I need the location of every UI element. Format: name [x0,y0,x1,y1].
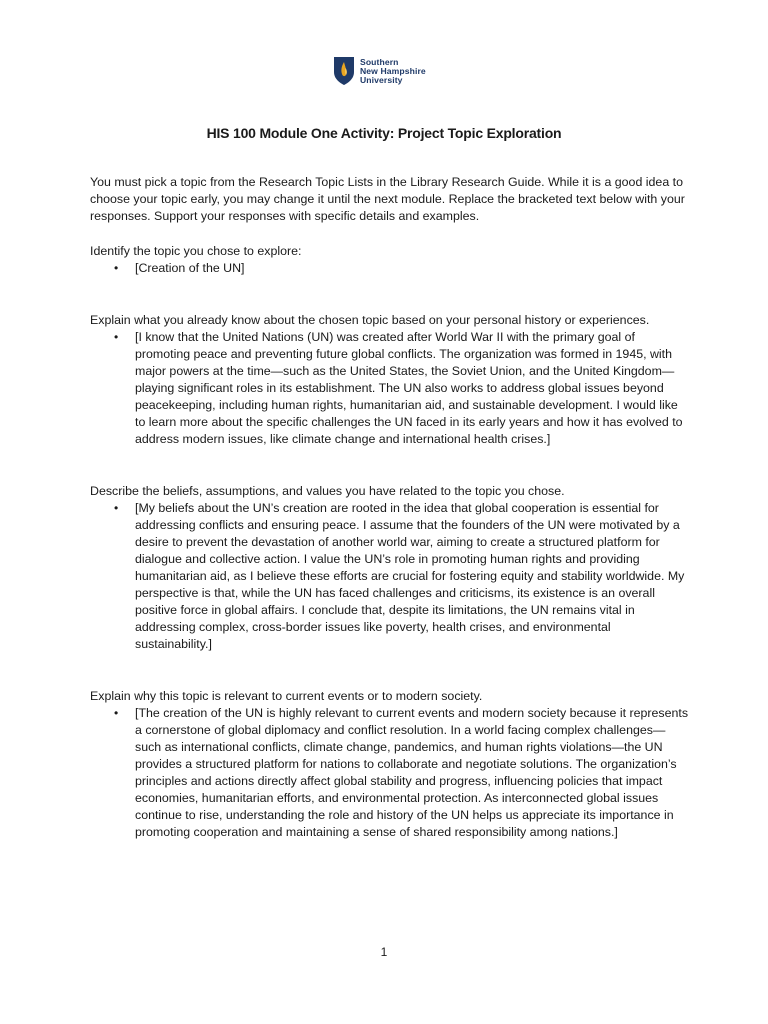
section-prior-knowledge [90,312,690,448]
response-item [90,705,690,841]
section-prompt: Explain why this topic is relevant to current events or to modern society. [90,689,483,703]
response-list [90,705,690,841]
university-logo [333,55,426,87]
shield-flame-icon [333,56,355,86]
section-prompt: Describe the beliefs, assumptions, and values you have related to the topic you chose. [90,484,565,498]
intro-paragraph: You must pick a topic from the Research Topic Lists in the Library Research Guide. While it is a good idea to choose your topic early, you may change it until the next module. Replace the bracketed text below with your responses. Support your responses with specific details and examples. [90,175,685,223]
logo-wordmark [360,58,426,85]
response-item [90,329,690,448]
response-list [90,260,690,277]
logo-line-3: University [360,74,403,85]
section-prompt: Identify the topic you chose to explore: [90,244,302,258]
response-text: [I know that the United Nations (UN) was created after World War II with the primary goal of promoting peace and preventing future global conflicts. The organization was formed in 1945, with major powers at the time—such as the United States, the Soviet Union, and the United Kingdom—playing significant roles in its establishment. The UN also works to address global issues beyond peacekeeping, including human rights, humanitarian aid, and sustainable development. I would like to learn more about the specific challenges the UN faced in its early years and how it has evolved to address modern issues, like climate change and international health crises.] [135,330,683,446]
page-number: 1 [380,945,388,959]
logo-line-1: Southern [360,56,399,67]
bullet-icon: • [114,261,119,275]
response-list [90,500,690,653]
document-body [90,174,690,841]
section-prompt: Explain what you already know about the chosen topic based on your personal history or experiences. [90,313,650,327]
response-text: [My beliefs about the UN’s creation are rooted in the idea that global cooperation is essential for addressing conflicts and ensuring peace. I assume that the founders of the UN were motivated by a desire to prevent the devastation of another world war, aiming to create a structured platform for dialogue and collective action. I value the UN’s role in promoting human rights and providing humanitarian aid, as I believe these efforts are crucial for fostering equity and stability worldwide. My perspective is that, while the UN has faced challenges and criticisms, its existence is an overall positive force in global affairs. I conclude that, despite its limitations, the UN remains vital in addressing complex, cross-border issues like poverty, health crises, and environmental sustainability.] [135,501,685,651]
response-text: [The creation of the UN is highly relevant to current events and modern society because it represents a cornerstone of global diplomacy and conflict resolution. In a world facing complex challenges—such as international conflicts, climate change, pandemics, and human rights violations—the UN provides a structured platform for nations to collaborate and negotiate solutions. The organization’s principles and actions directly affect global stability and progress, influencing policies that impact economies, humanitarian efforts, and environmental protection. As interconnected global issues continue to rise, understanding the role and history of the UN helps us appreciate its importance in promoting cooperation and maintaining a sense of shared responsibility among nations.] [135,706,689,839]
bullet-icon: • [114,501,119,515]
logo-line-2: New Hampshire [360,65,426,76]
document-title: HIS 100 Module One Activity: Project Topic Exploration [206,125,562,141]
section-beliefs [90,483,690,653]
section-relevance [90,688,690,841]
response-text: [Creation of the UN] [135,261,245,275]
bullet-icon: • [114,706,119,720]
response-list [90,329,690,448]
bullet-icon: • [114,330,119,344]
response-item [90,500,690,653]
section-topic [90,243,690,277]
response-item [90,260,690,277]
